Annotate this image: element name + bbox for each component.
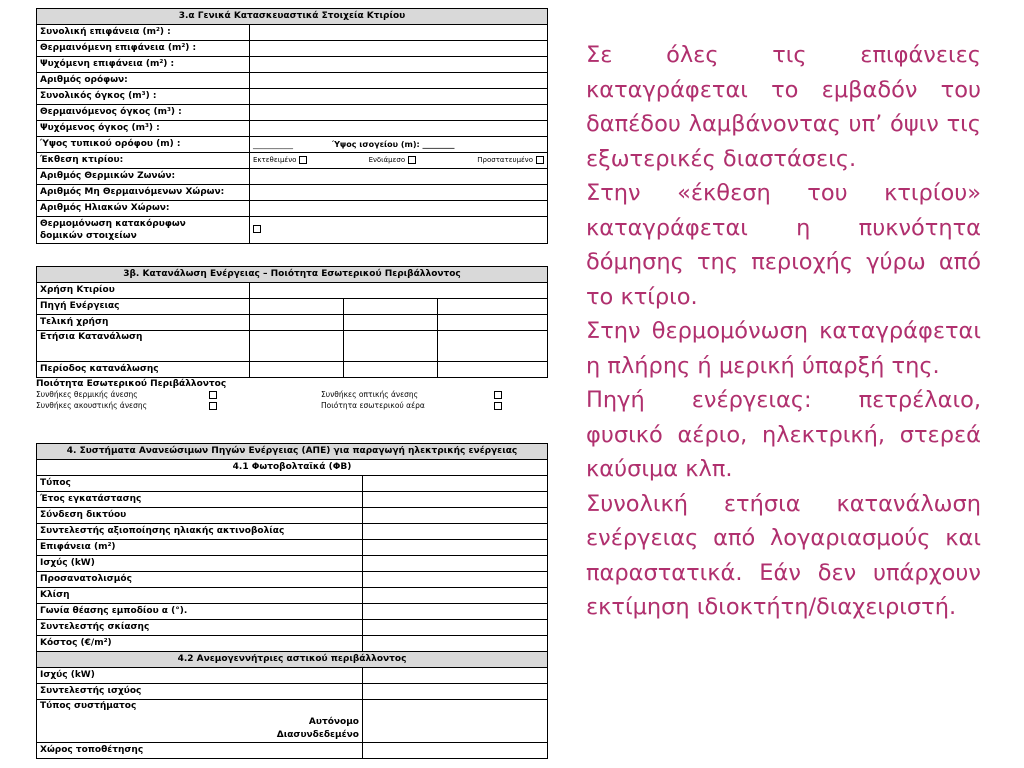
quality-title: Ποιότητα Εσωτερικού Περιβάλλοντος [36, 379, 227, 389]
section-4-form [36, 443, 548, 759]
quality-item: Συνθήκες θερμικής άνεσης [36, 390, 138, 399]
cell[interactable] [344, 299, 438, 315]
pv-row-label: Συντελεστής σκίασης [37, 620, 363, 636]
building-use-label: Χρήση Κτιρίου [37, 283, 250, 299]
notes-panel [586, 38, 981, 625]
system-type-value[interactable] [363, 700, 548, 743]
field-value[interactable] [250, 169, 548, 185]
cell[interactable] [250, 299, 344, 315]
exposure-option-exposed[interactable]: Εκτεθειμένο [253, 154, 307, 167]
pv-title: 4.1 Φωτοβολταϊκά (ΦΒ) [37, 460, 548, 476]
section-a-title: 3.α Γενικά Κατασκευαστικά Στοιχεία Κτιρίου [37, 9, 548, 25]
field-value[interactable] [250, 41, 548, 57]
field-value[interactable] [250, 73, 548, 89]
pv-row-label: Κλίση [37, 588, 363, 604]
cell[interactable] [344, 362, 438, 378]
field-value[interactable] [250, 201, 548, 217]
quality-item: Ποιότητα εσωτερικού αέρα [321, 401, 425, 410]
pv-row-label: Έτος εγκατάστασης [37, 492, 363, 508]
section-a-form [36, 8, 548, 244]
floor-height-cell[interactable] [250, 137, 548, 153]
pv-row-value[interactable] [363, 508, 548, 524]
field-label: Αριθμός ορόφων: [37, 73, 250, 89]
note-paragraph: Συνολική ετήσια κατανάλωση ενέργειας από λογαριασμούς και παραστατικά. Εάν δεν υπάρχουν εκτίμηση ιδιοκτήτη/διαχειριστή. [586, 490, 981, 620]
pv-row-value[interactable] [363, 492, 548, 508]
section-b-table [36, 266, 548, 378]
field-label: Συνολική επιφάνεια (m²) : [37, 25, 250, 41]
wind-row-label: Συντελεστής ισχύος [37, 684, 363, 700]
system-type-option-connected: Διασυνδεδεμένο [276, 730, 359, 740]
pv-row-value[interactable] [363, 524, 548, 540]
annual-consumption-label: Ετήσια Κατανάλωση [37, 331, 250, 362]
quality-grid [36, 389, 548, 411]
pv-row-label: Επιφάνεια (m²) [37, 540, 363, 556]
field-label: Θερμαινόμενη επιφάνεια (m²) : [37, 41, 250, 57]
field-value[interactable] [250, 121, 548, 137]
floor-height-label: Ύψος τυπικού ορόφου (m) : [37, 137, 250, 153]
insulation-cell [250, 217, 548, 244]
checkbox-box[interactable] [494, 402, 502, 410]
cell[interactable] [438, 331, 548, 362]
note-paragraph: Στην «έκθεση του κτιρίου» καταγράφεται η πυκνότητα δόμησης της περιοχής γύρω από το κτίριο. [586, 180, 981, 310]
checkbox[interactable] [491, 400, 531, 411]
system-type-cell [37, 700, 363, 743]
checkbox[interactable] [206, 400, 321, 411]
building-use-value[interactable] [250, 283, 548, 299]
exposure-label: Έκθεση κτιρίου: [37, 153, 250, 169]
pv-row-label: Συντελεστής αξιοποίησης ηλιακής ακτινοβολίας [37, 524, 363, 540]
checkbox[interactable] [491, 389, 531, 400]
section-4-table [36, 443, 548, 759]
field-value[interactable] [250, 185, 548, 201]
field-label: Αριθμός Θερμικών Ζωνών: [37, 169, 250, 185]
wind-title: 4.2 Ανεμογεννήτριες αστικού περιβάλλοντος [37, 652, 548, 668]
note-paragraph: Πηγή ενέργειας: πετρέλαιο, φυσικό αέριο, ηλεκτρική, στερεά καύσιμα κλπ. [586, 387, 981, 482]
pv-row-value[interactable] [363, 620, 548, 636]
pv-row-value[interactable] [363, 604, 548, 620]
cell[interactable] [344, 331, 438, 362]
insulation-label: Θερμομόνωση κατακόρυφων δομικών στοιχείων [37, 217, 250, 244]
note-paragraph: Σε όλες τις επιφάνειες καταγράφεται το εμβαδόν του δαπέδου λαμβάνοντας υπ’ όψιν τις εξωτερικές διαστάσεις. [586, 42, 981, 172]
wind-row-label: Ισχύς (kW) [37, 668, 363, 684]
cell[interactable] [438, 362, 548, 378]
section-b-title: 3β. Κατανάλωση Ενέργειας – Ποιότητα Εσωτερικού Περιβάλλοντος [37, 267, 548, 283]
field-label: Αριθμός Μη Θερμαινόμενων Χώρων: [37, 185, 250, 201]
field-label: Θερμαινόμενος όγκος (m³) : [37, 105, 250, 121]
exposure-option-intermediate[interactable]: Ενδιάμεσο [369, 154, 417, 167]
system-type-label: Τύπος συστήματος [40, 701, 137, 711]
exposure-option-protected[interactable]: Προστατευμένο [477, 154, 544, 167]
energy-source-label: Πηγή Ενέργειας [37, 299, 250, 315]
field-value[interactable] [250, 25, 548, 41]
system-type-option-standalone: Αυτόνομο [308, 717, 359, 727]
pv-row-value[interactable] [363, 476, 548, 492]
pv-row-value[interactable] [363, 588, 548, 604]
exposure-options [250, 153, 548, 169]
ground-height-label: Ύψος ισογείου (m): ________ [332, 140, 455, 149]
field-value[interactable] [250, 57, 548, 73]
cell[interactable] [250, 331, 344, 362]
checkbox-box[interactable] [494, 391, 502, 399]
pv-row-label: Τύπος [37, 476, 363, 492]
cell[interactable] [250, 362, 344, 378]
checkbox-box[interactable] [209, 402, 217, 410]
checkbox[interactable] [299, 156, 307, 164]
section-a-table [36, 8, 548, 244]
wind-row-value[interactable] [363, 684, 548, 700]
cell[interactable] [438, 299, 548, 315]
final-use-label: Τελική χρήση [37, 315, 250, 331]
field-value[interactable] [250, 105, 548, 121]
consumption-period-label: Περίοδος κατανάλωσης [37, 362, 250, 378]
note-paragraph: Στην θερμομόνωση καταγράφεται η πλήρης ή μερική ύπαρξή της. [586, 318, 981, 379]
cell[interactable] [438, 315, 548, 331]
pv-row-value[interactable] [363, 572, 548, 588]
quality-item: Συνθήκες ακουστικής άνεσης [36, 401, 148, 410]
pv-row-label: Ισχύς (kW) [37, 556, 363, 572]
section-4-title: 4. Συστήματα Ανανεώσιμων Πηγών Ενέργειας (ΑΠΕ) για παραγωγή ηλεκτρικής ενέργειας [37, 444, 548, 460]
field-value[interactable] [250, 89, 548, 105]
pv-row-label: Κόστος (€/m²) [37, 636, 363, 652]
field-label: Συνολικός όγκος (m³) : [37, 89, 250, 105]
pv-row-label: Σύνδεση δικτύου [37, 508, 363, 524]
pv-row-label: Γωνία θέασης εμποδίου α (°). [37, 604, 363, 620]
pv-row-value[interactable] [363, 556, 548, 572]
quality-item: Συνθήκες οπτικής άνεσης [321, 390, 419, 399]
checkbox[interactable] [206, 389, 321, 400]
checkbox[interactable] [408, 156, 416, 164]
floor-height-blank: __________ [253, 140, 293, 149]
location-value[interactable] [363, 743, 548, 759]
checkbox[interactable] [536, 156, 544, 164]
section-b-form [36, 266, 548, 411]
pv-row-label: Προσανατολισμός [37, 572, 363, 588]
cell[interactable] [250, 315, 344, 331]
field-label: Ψυχόμενος όγκος (m³) : [37, 121, 250, 137]
field-label: Αριθμός Ηλιακών Χώρων: [37, 201, 250, 217]
field-label: Ψυχόμενη επιφάνεια (m²) : [37, 57, 250, 73]
pv-row-value[interactable] [363, 636, 548, 652]
checkbox-box[interactable] [209, 391, 217, 399]
cell[interactable] [344, 315, 438, 331]
wind-row-value[interactable] [363, 668, 548, 684]
location-label: Χώρος τοποθέτησης [37, 743, 363, 759]
insulation-checkbox[interactable] [253, 225, 261, 233]
pv-row-value[interactable] [363, 540, 548, 556]
